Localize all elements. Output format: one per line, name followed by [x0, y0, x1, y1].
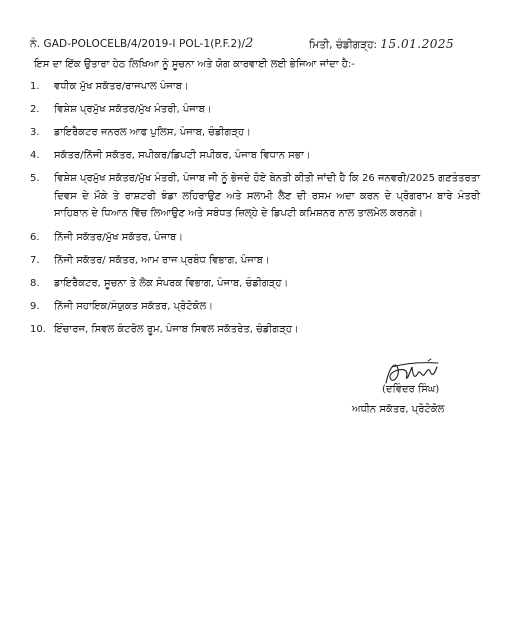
- recipient-text: ਨਿੱਜੀ ਸਹਾਇਕ/ਸੰਯੁਕਤ ਸਕੱਤਰ, ਪ੍ਰੋਟੋਕੋਲ।: [54, 300, 213, 312]
- recipient-number: 9.: [30, 300, 40, 312]
- reference-number-prefix: ਨੰ. GAD-POLOCELB/4/2019-I POL-1(P.F.2)/: [30, 38, 246, 50]
- reference-number: [30, 35, 254, 53]
- recipient-text: ਇੰਚਾਰਜ, ਸਿਵਲ ਕੰਟਰੋਲ ਰੂਮ, ਪੰਜਾਬ ਸਿਵਲ ਸਕੱਤਰੇਤ, ਚੰਡੀਗੜ੍ਹ।: [54, 323, 299, 335]
- reference-line: [30, 35, 470, 53]
- date-handwritten: 15.01.2025: [380, 37, 455, 51]
- recipient-text: ਨਿੱਜੀ ਸਕੱਤਰ/ਮੁੱਖ ਸਕੱਤਰ, ਪੰਜਾਬ।: [54, 231, 183, 243]
- recipient-list: [30, 78, 480, 344]
- date-block: [309, 35, 454, 54]
- recipient-item: [30, 170, 480, 223]
- recipient-item: [30, 124, 480, 141]
- recipient-number: 6.: [30, 231, 40, 243]
- recipient-number: 4.: [30, 150, 40, 161]
- recipient-text: ਡਾਇਰੈਕਟਰ, ਸੂਚਨਾ ਤੇ ਲੋਕ ਸੰਪਰਕ ਵਿਭਾਗ, ਪੰਜਾਬ, ਚੰਡੀਗੜ੍ਹ।: [54, 277, 289, 289]
- recipient-number: 5.: [30, 173, 40, 184]
- date-label: ਮਿਤੀ, ਚੰਡੀਗੜ੍ਹ:: [309, 39, 378, 51]
- recipient-item: [30, 147, 480, 164]
- recipient-item: [30, 298, 480, 315]
- recipient-item: [30, 321, 480, 338]
- recipient-text: ਵਧੀਕ ਮੁੱਖ ਸਕੱਤਰ/ਰਾਜਪਾਲ ਪੰਜਾਬ।: [54, 81, 189, 92]
- recipient-number: 8.: [30, 277, 40, 289]
- signatory-designation: ਅਧੀਨ ਸਕੱਤਰ, ਪ੍ਰੋਟੋਕੋਲ: [352, 404, 445, 415]
- recipient-text: ਸਕੱਤਰ/ਨਿੱਜੀ ਸਕੱਤਰ, ਸਪੀਕਰ/ਡਿਪਟੀ ਸਪੀਕਰ, ਪੰਜਾਬ ਵਿਧਾਨ ਸਭਾ।: [54, 150, 311, 161]
- recipient-number: 7.: [30, 254, 40, 266]
- recipient-number: 1.: [30, 81, 40, 92]
- signatory-name: (ਦਵਿੰਦਰ ਸਿੰਘ): [382, 384, 440, 395]
- recipient-item: [30, 101, 480, 118]
- recipient-number: 10.: [30, 323, 46, 335]
- recipient-item: [30, 252, 480, 269]
- recipient-text: ਡਾਇਰੈਕਟਰ ਜਨਰਲ ਆਫ ਪੁਲਿਸ, ਪੰਜਾਬ, ਚੰਡੀਗੜ੍ਹ।: [54, 127, 251, 138]
- recipient-text: ਨਿੱਜੀ ਸਕੱਤਰ/ ਸਕੱਤਰ, ਆਮ ਰਾਜ ਪ੍ਰਬੰਧ ਵਿਭਾਗ, ਪੰਜਾਬ।: [54, 254, 270, 266]
- reference-number-handwritten: 2: [245, 36, 254, 51]
- recipient-number: 3.: [30, 127, 40, 138]
- recipient-item: [30, 275, 480, 292]
- recipient-item: [30, 78, 480, 95]
- recipient-number: 2.: [30, 104, 40, 115]
- recipient-text: ਵਿਸ਼ੇਸ਼ ਪ੍ਰਮੁੱਖ ਸਕੱਤਰ/ਮੁੱਖ ਮੰਤਰੀ, ਪੰਜਾਬ ਜੀ ਨੂੰ ਭੇਜਦੇ ਹੋਏ ਬੇਨਤੀ ਕੀਤੀ ਜਾਂਦੀ ਹੈ ਕਿ 26 ਜਨਵਰੀ/2025 ਗਣਤੰਤਰਤਾ ਦਿਵਸ ਦੇ ਮੌਕੇ ਤੇ ਰਾਸ਼ਟਰੀ ਝੰਡਾ ਲਹਿਰਾਉਣ ਅਤੇ ਸਲਾਮੀ ਲੈਣ ਦੀ ਰਸਮ ਅਦਾ ਕਰਨ ਦੇ ਪ੍ਰੋਗਰਾਮ ਬਾਰੇ ਮੰਤਰੀ ਸਾਹਿਬਾਨ ਦੇ ਧਿਆਨ ਵਿੱਚ ਲਿਆਉਣ ਅਤੇ ਸਬੰਧਤ ਜ਼ਿਲ੍ਹੇ ਦੇ ਡਿਪਟੀ ਕਮਿਸ਼ਨਰ ਨਾਲ ਤਾਲਮੇਲ ਕਰਨਗੇ।: [54, 173, 480, 219]
- recipient-text: ਵਿਸ਼ੇਸ਼ ਪ੍ਰਮੁੱਖ ਸਕੱਤਰ/ਮੁੱਖ ਮੰਤਰੀ, ਪੰਜਾਬ।: [54, 104, 212, 115]
- intro-text: ਇਸ ਦਾ ਇੱਕ ਉਤਾਰਾ ਹੇਠ ਲਿਖਿਆ ਨੂੰ ਸੂਚਨਾ ਅਤੇ ਯੋਗ ਕਾਰਵਾਈ ਲਈ ਭੇਜਿਆ ਜਾਂਦਾ ਹੈ:-: [34, 59, 355, 70]
- recipient-item: [30, 229, 480, 246]
